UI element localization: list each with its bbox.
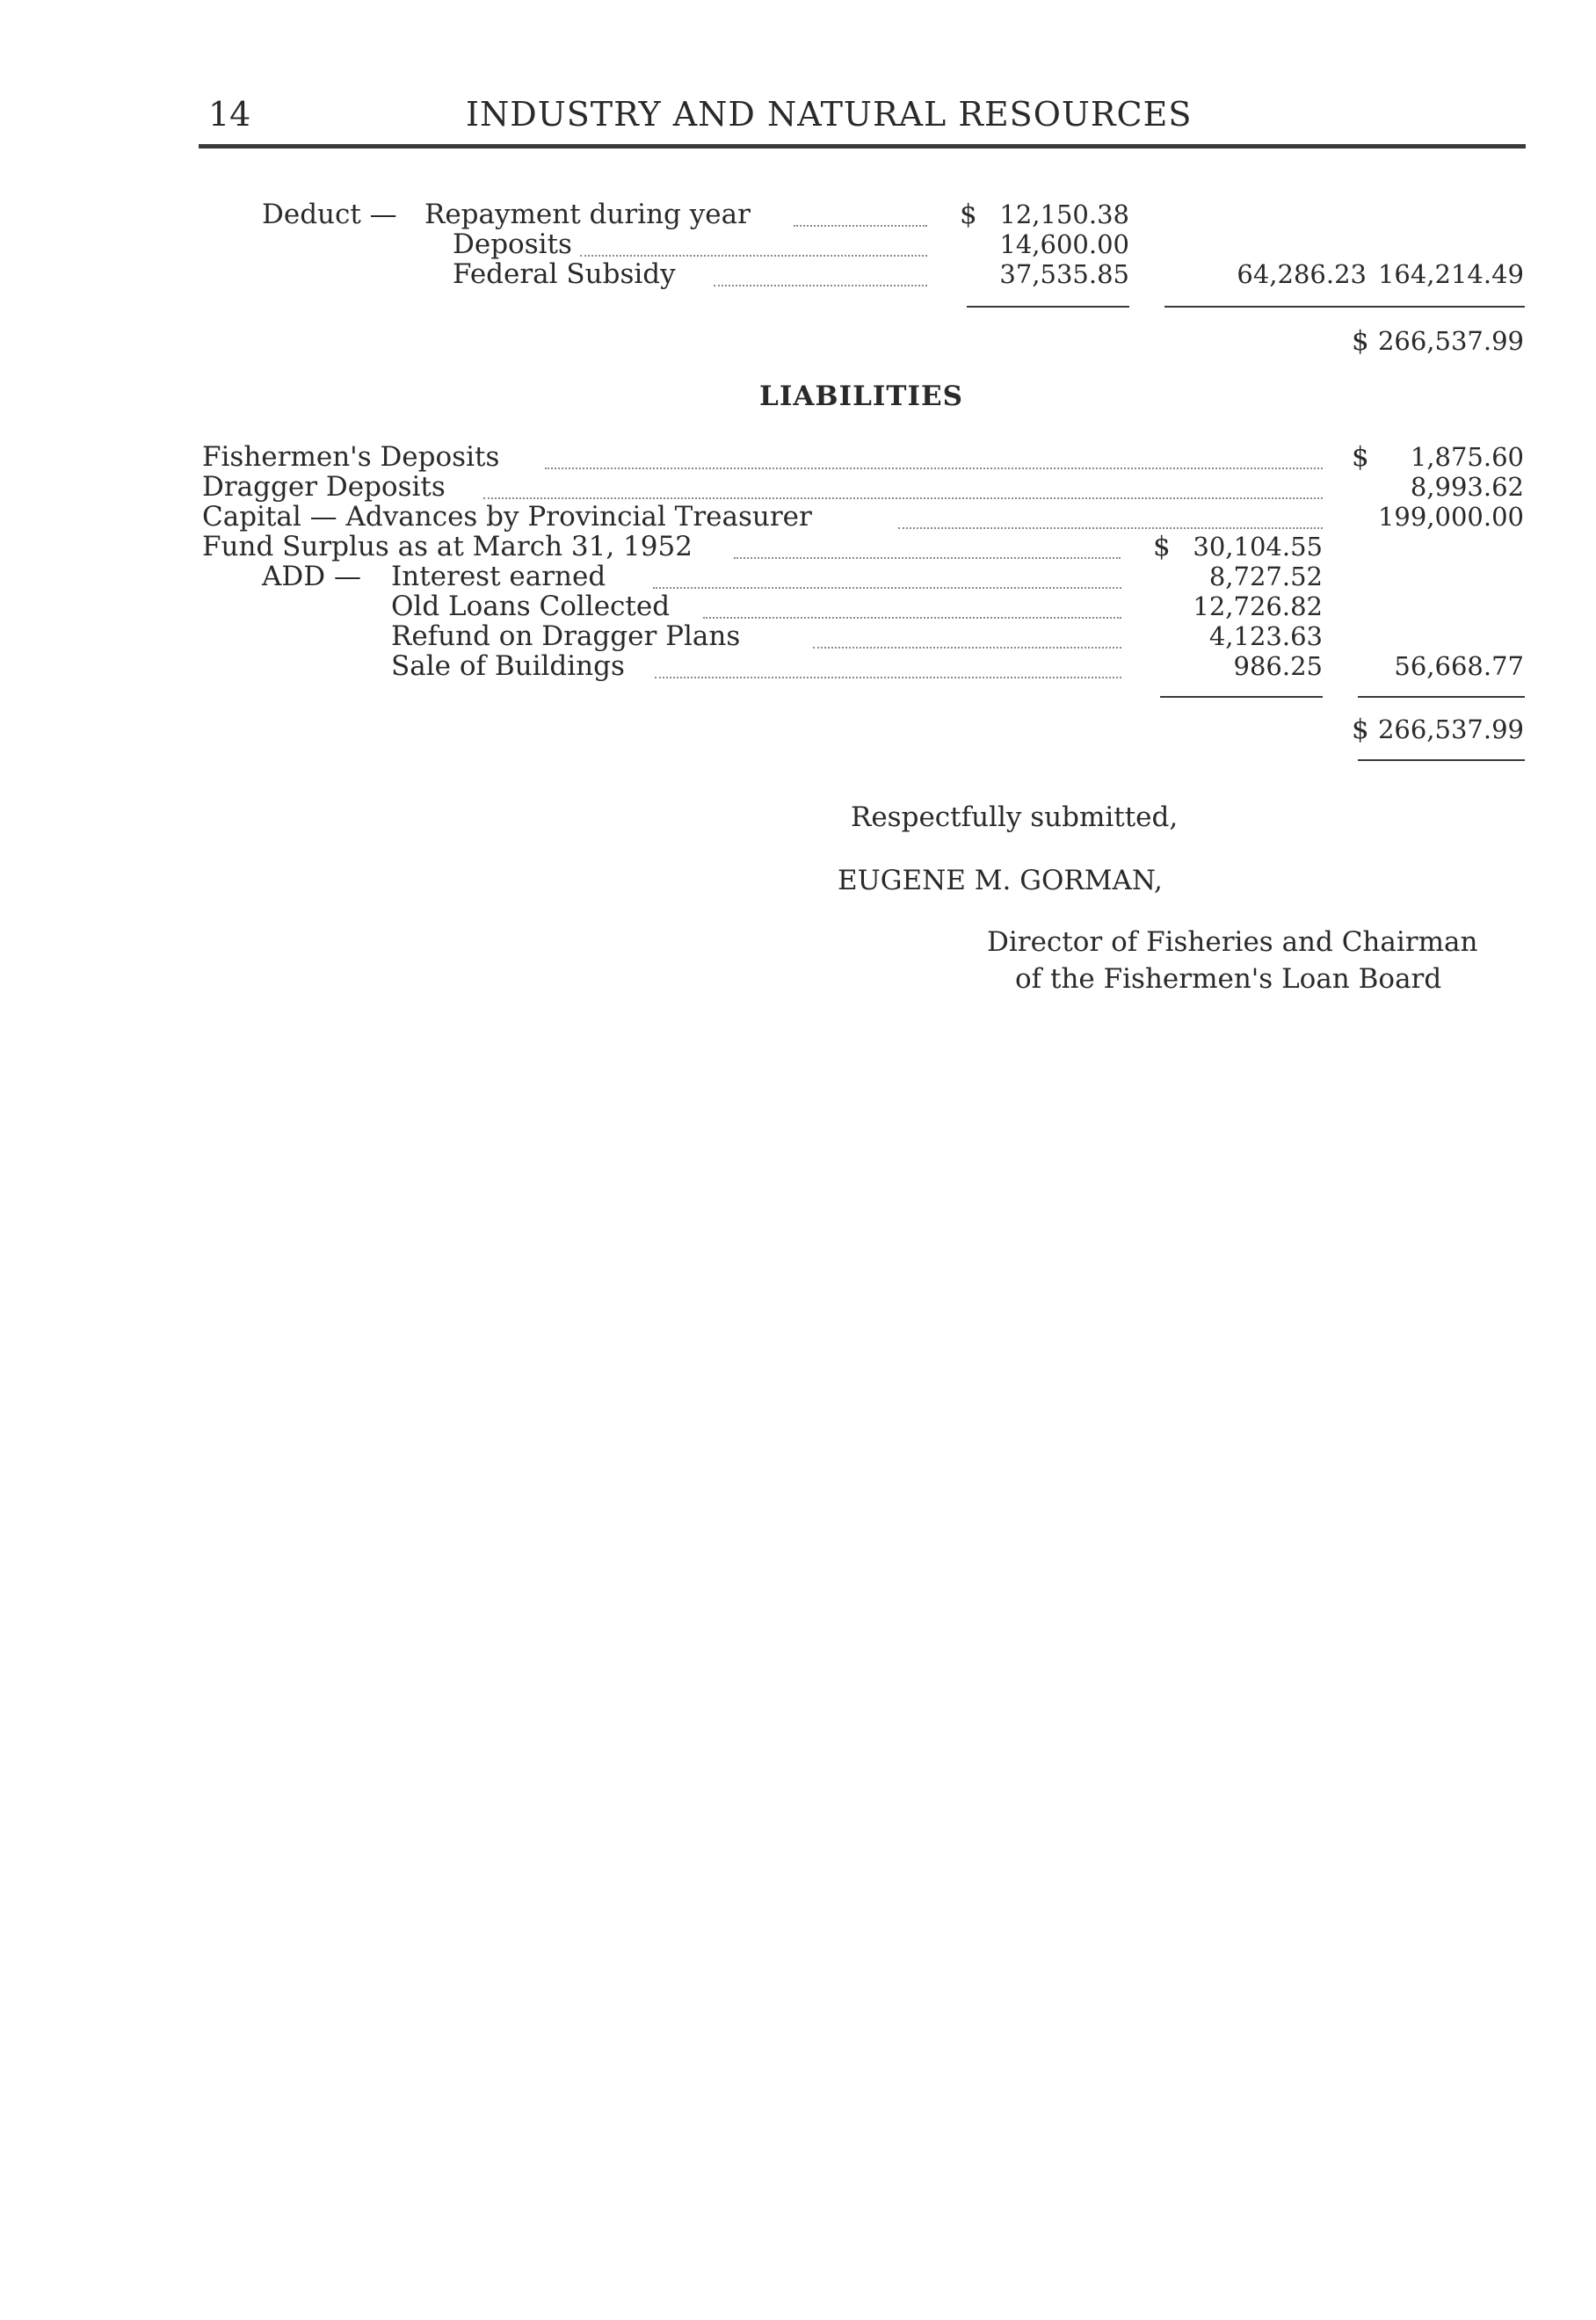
liability-label: Fishermen's Deposits [202,441,500,473]
add-label: ADD — [262,561,361,592]
deduct-item-label: Repayment during year [424,199,751,230]
signatory-title: of the Fishermen's Loan Board [1015,963,1442,995]
liability-amount: 8,993.62 [1410,472,1524,502]
dot-leader [580,255,927,257]
additions-total: 56,668.77 [1394,651,1524,681]
currency-sign: $ [1352,714,1369,745]
signatory-title: Director of Fisheries and Chairman [987,926,1478,958]
assets-total: 266,537.99 [1377,326,1524,356]
currency-sign: $ [1352,325,1369,357]
dot-leader [714,285,927,286]
currency-sign: $ [1153,531,1171,562]
liability-label: Fund Surplus as at March 31, 1952 [202,531,693,562]
addition-amount: 12,726.82 [1193,591,1323,621]
liability-label: Capital — Advances by Provincial Treasurer [202,501,812,533]
deduct-subtotal: 64,286.23 [1237,259,1367,289]
dot-leader [813,647,1121,649]
rule [1358,306,1525,308]
dot-leader [653,587,1121,589]
closing-text: Respectfully submitted, [851,801,1179,833]
page-number: 14 [208,95,251,134]
dot-leader [734,557,1121,559]
rule [1358,696,1525,698]
dot-leader [703,617,1121,619]
addition-label: Sale of Buildings [391,650,625,682]
liability-label: Dragger Deposits [202,471,446,503]
deduct-item-label: Deposits [453,228,572,260]
dot-leader [483,497,1323,499]
currency-sign: $ [1352,441,1369,473]
addition-amount: 4,123.63 [1208,621,1323,651]
deduct-item-amount: 12,150.38 [999,199,1129,229]
dot-leader [898,527,1323,529]
liabilities-total: 266,537.99 [1377,714,1524,744]
page-header-title: INDUSTRY AND NATURAL RESOURCES [466,95,1193,134]
addition-label: Refund on Dragger Plans [391,620,741,652]
liability-amount: 199,000.00 [1377,502,1524,532]
signatory-name: EUGENE M. GORMAN, [838,865,1163,896]
deduct-net: 164,214.49 [1377,259,1524,289]
addition-amount: 986.25 [1233,651,1323,681]
addition-label: Interest earned [391,561,606,592]
header-rule [199,144,1526,149]
dot-leader [545,468,1323,469]
deduct-label: Deduct — [262,199,397,230]
deduct-item-label: Federal Subsidy [453,258,676,290]
liability-amount: 1,875.60 [1410,442,1524,472]
liabilities-heading: LIABILITIES [759,381,963,412]
fund-surplus-amount: 30,104.55 [1193,532,1323,562]
rule [1358,759,1525,761]
dot-leader [794,225,927,227]
rule [967,306,1129,308]
addition-amount: 8,727.52 [1208,562,1323,591]
dot-leader [655,677,1121,678]
rule [1160,696,1323,698]
currency-sign: $ [960,199,977,230]
addition-label: Old Loans Collected [391,591,671,622]
deduct-item-amount: 14,600.00 [999,229,1129,259]
deduct-item-amount: 37,535.85 [999,259,1129,289]
rule [1164,306,1367,308]
